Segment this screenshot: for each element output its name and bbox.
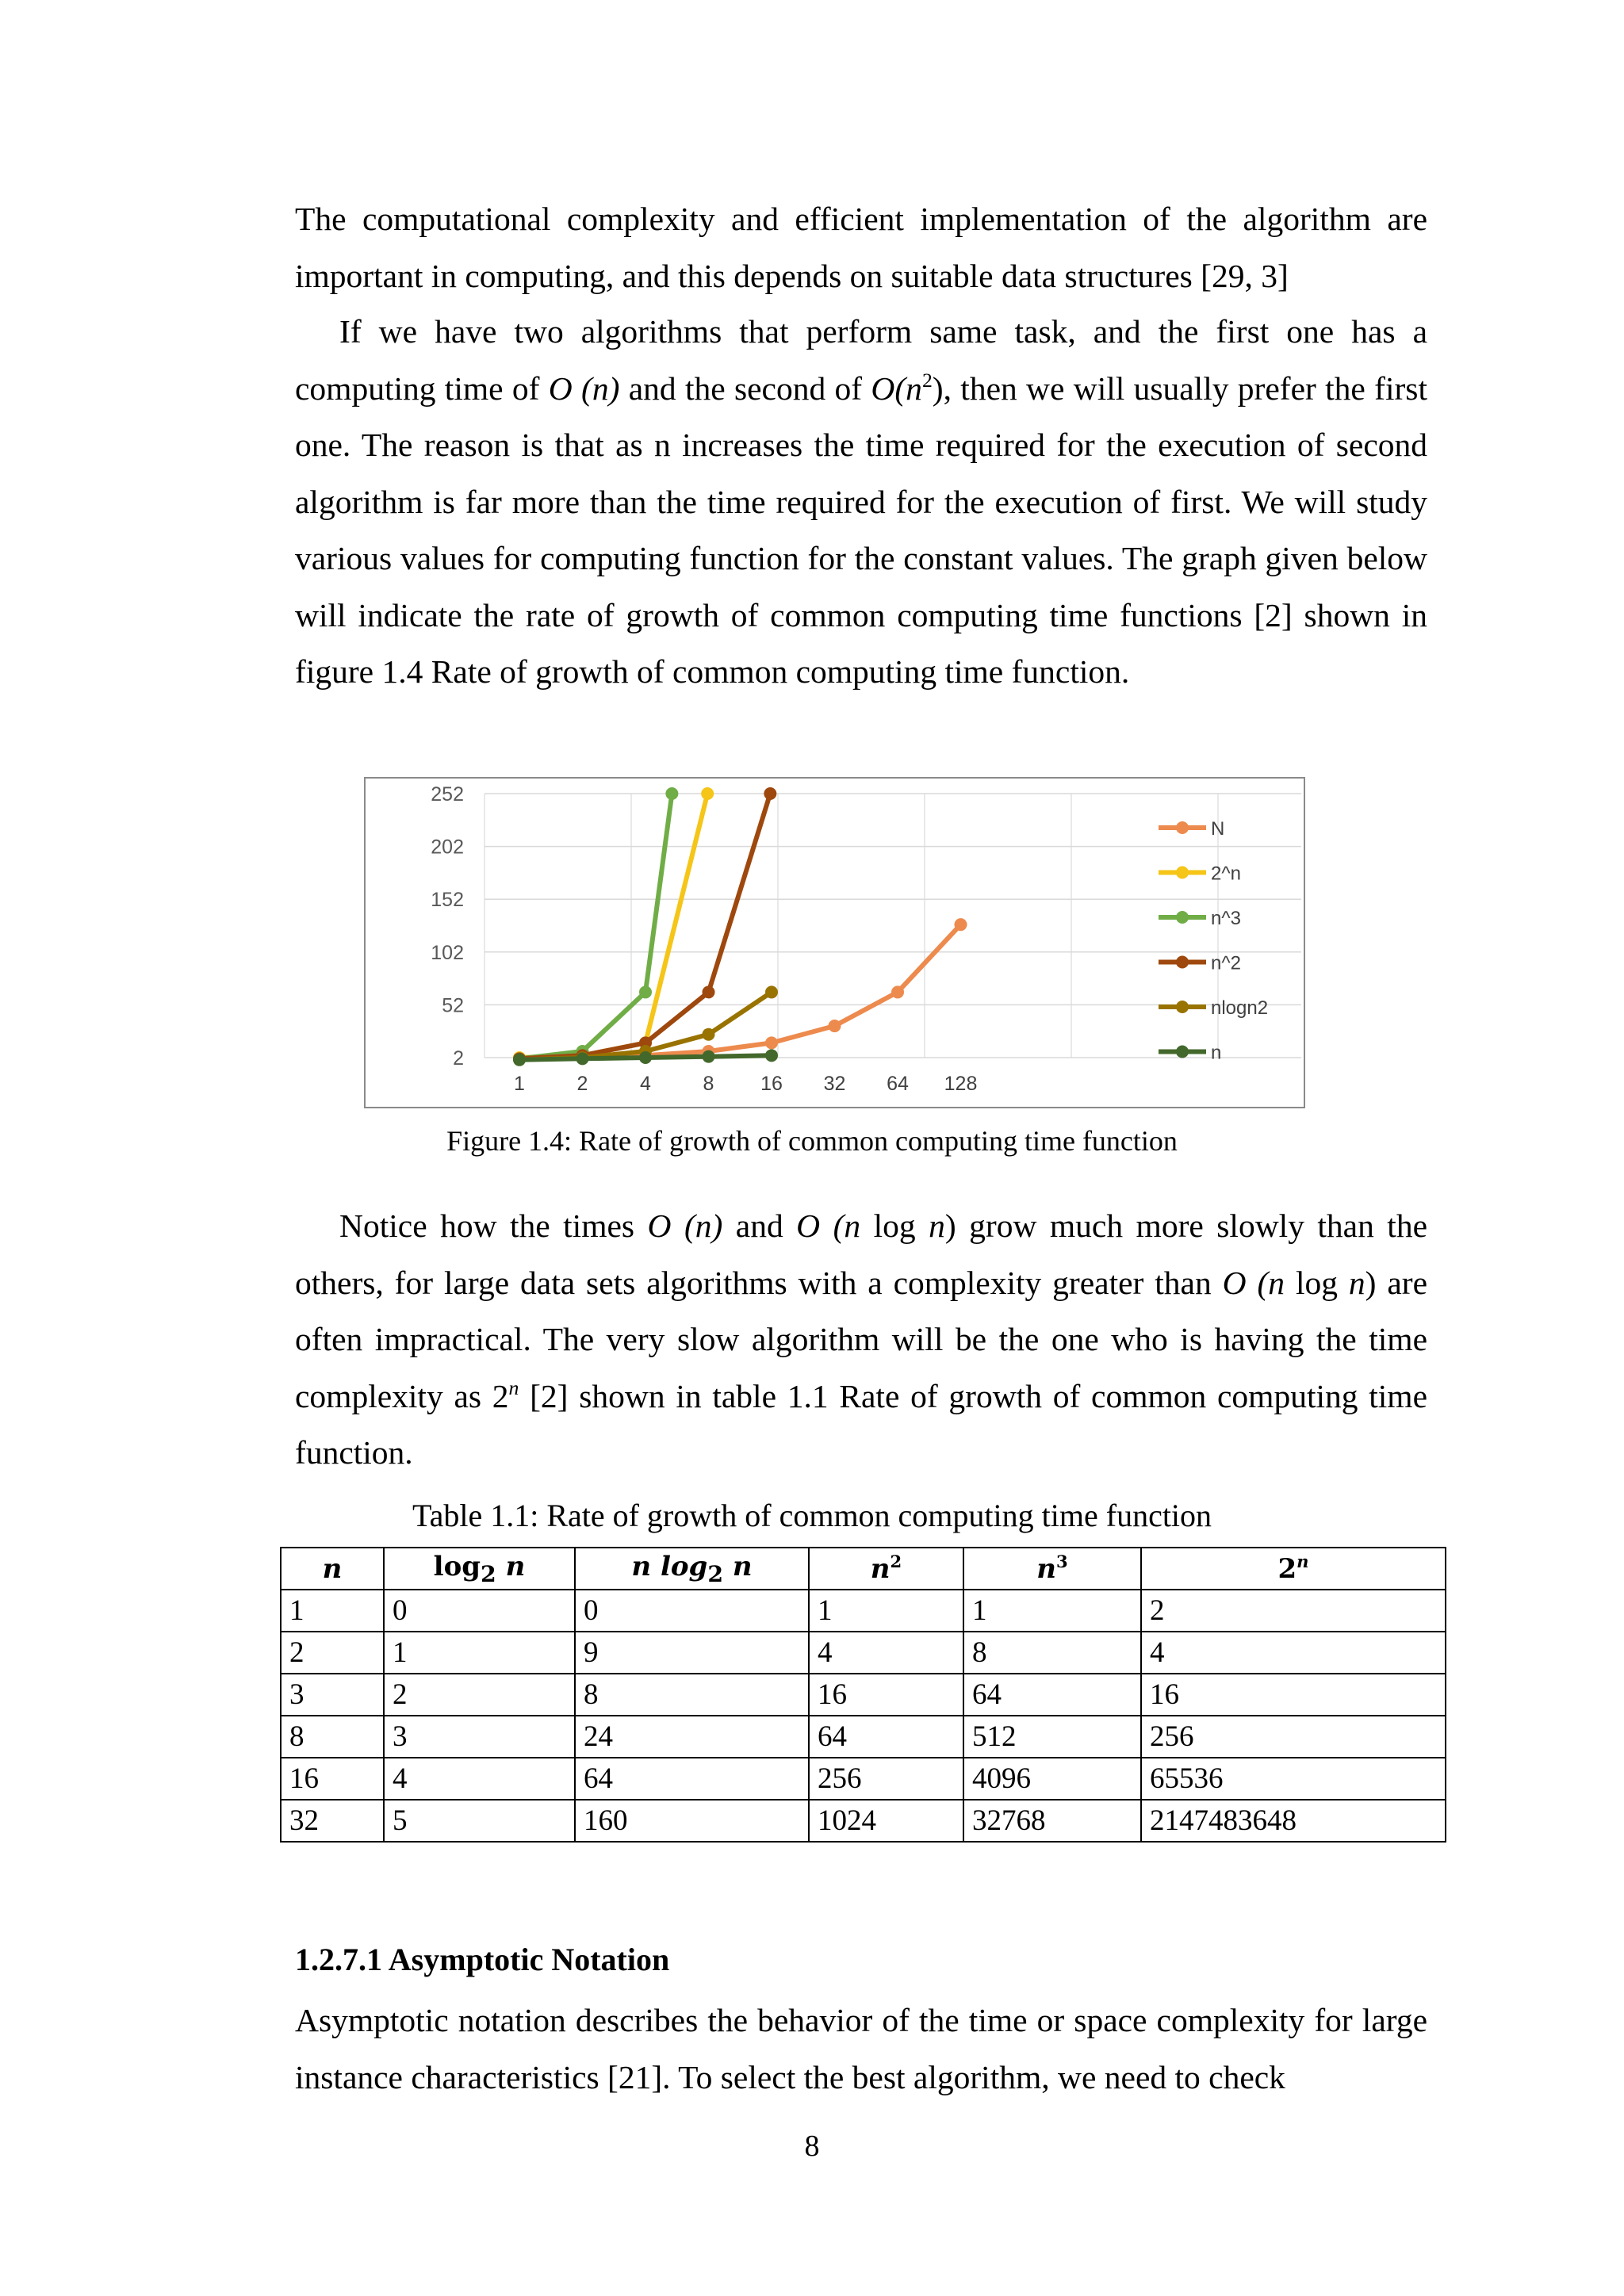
table-cell: 4	[384, 1758, 575, 1800]
data-point-n	[639, 1051, 652, 1064]
table-cell: 32768	[963, 1800, 1141, 1842]
data-point-n-2	[703, 985, 715, 998]
data-point-n	[513, 1054, 526, 1066]
paragraph-notice	[295, 1198, 1427, 1482]
table-cell: 3	[281, 1674, 384, 1716]
legend-label-n: n	[1211, 1042, 1222, 1064]
x-tick-label: 32	[823, 1073, 846, 1095]
data-point-2-n	[701, 787, 714, 800]
para3-o2: O	[796, 1207, 821, 1244]
para3-o1: O	[647, 1207, 672, 1244]
table-cell: 160	[575, 1800, 809, 1842]
y-tick-label: 2	[453, 1047, 464, 1070]
table-cell: 1	[281, 1590, 384, 1632]
x-tick-label: 2	[576, 1073, 588, 1095]
growth-chart	[364, 777, 1305, 1108]
data-point-n-3	[665, 787, 678, 800]
data-point-n-3	[639, 985, 652, 998]
table-cell: 1024	[809, 1800, 963, 1842]
legend-marker-n-2	[1176, 956, 1189, 969]
legend-label-nlogn2: nlogn2	[1211, 997, 1269, 1019]
table-cell: 8	[575, 1674, 809, 1716]
para3-text-2: and	[722, 1207, 797, 1244]
table-cell: 65536	[1141, 1758, 1446, 1800]
legend-label-n-3: n^3	[1211, 908, 1241, 929]
para3-log3: log	[1285, 1264, 1349, 1301]
table-cell: 0	[384, 1590, 575, 1632]
data-point-n	[703, 1050, 715, 1063]
data-point-n	[955, 918, 967, 931]
table-cell: 2	[384, 1674, 575, 1716]
para3-close2: )	[944, 1207, 956, 1244]
para2-close2: )	[932, 369, 944, 407]
y-tick-label: 152	[431, 889, 464, 912]
table-cell: 0	[575, 1590, 809, 1632]
para2-o2: O	[871, 369, 895, 407]
y-tick-label: 252	[431, 783, 464, 806]
para2-sup2: 2	[921, 368, 933, 392]
x-tick-label: 8	[703, 1073, 714, 1095]
para2-text-2: and the second of	[619, 369, 871, 407]
y-tick-label: 202	[431, 836, 464, 859]
table-cell: 1	[809, 1590, 963, 1632]
table-cell: 8	[963, 1632, 1141, 1674]
table-cell: 5	[384, 1800, 575, 1842]
legend-label-n-2: n^2	[1211, 952, 1241, 974]
para3-n3b: n	[1348, 1264, 1365, 1301]
para3-n1: (n)	[684, 1207, 723, 1244]
table-row	[281, 1674, 1446, 1716]
table-cell: 64	[963, 1674, 1141, 1716]
table-cell: 4	[1141, 1632, 1446, 1674]
para3-n2: (n	[833, 1207, 861, 1244]
table-cell: 9	[575, 1632, 809, 1674]
x-tick-label: 4	[640, 1073, 651, 1095]
table-cell: 24	[575, 1716, 809, 1758]
table-cell: 3	[384, 1716, 575, 1758]
para3-close3: )	[1365, 1264, 1377, 1301]
data-point-n	[576, 1052, 589, 1065]
x-tick-label: 128	[944, 1073, 978, 1095]
table-cell: 1	[384, 1632, 575, 1674]
data-point-nlogn2	[703, 1028, 715, 1041]
table-cell: 4	[809, 1632, 963, 1674]
x-tick-label: 64	[887, 1073, 909, 1095]
para3-text-3: grow much more slowly than the others, for large data sets algorithms with a complexity greater than	[295, 1207, 1428, 1301]
para3-text-4: are often impractical. The very slow algorithm will be the one who is having the time complexity as 2	[295, 1264, 1427, 1414]
table-row	[281, 1632, 1446, 1674]
table-cell: 32	[281, 1800, 384, 1842]
table-caption: Table 1.1: Rate of growth of common computing time function	[412, 1498, 1212, 1533]
legend-marker-n-3	[1176, 911, 1189, 924]
x-tick-label: 16	[760, 1073, 783, 1095]
paragraph-asymptotic-text: Asymptotic notation describes the behavior of the time or space complexity for large instance characteristics [21]. To select the best algorithm, we need to check	[295, 2002, 1427, 2095]
section-heading: 1.2.7.1 Asymptotic Notation	[295, 1942, 670, 1977]
legend-marker-nlogn2	[1176, 1001, 1189, 1013]
table-cell: 2	[1141, 1590, 1446, 1632]
y-tick-label: 102	[431, 941, 464, 964]
table-row	[281, 1800, 1446, 1842]
legend-label-n: N	[1211, 818, 1225, 840]
data-point-n	[765, 1036, 778, 1049]
table-row	[281, 1758, 1446, 1800]
table-header-row	[281, 1548, 1446, 1590]
table-cell: 16	[281, 1758, 384, 1800]
table-cell: 2147483648	[1141, 1800, 1446, 1842]
legend-marker-2-n	[1176, 867, 1189, 879]
growth-chart-svg	[366, 779, 1304, 1107]
table-cell: 512	[963, 1716, 1141, 1758]
para2-n2: (n	[894, 369, 922, 407]
table-cell: 64	[809, 1716, 963, 1758]
table-row	[281, 1590, 1446, 1632]
data-point-nlogn2	[765, 985, 778, 998]
header-n-squared: $n^2$	[809, 1548, 963, 1590]
table-cell: 1	[963, 1590, 1141, 1632]
para3-o3: O	[1222, 1264, 1247, 1301]
legend-label-2-n: 2^n	[1211, 863, 1241, 885]
figure-caption: Figure 1.4: Rate of growth of common computing time function	[446, 1125, 1178, 1157]
table-cell: 16	[1141, 1674, 1446, 1716]
growth-table	[280, 1547, 1446, 1843]
data-point-n	[829, 1020, 841, 1032]
table-cell: 8	[281, 1716, 384, 1758]
table-cell: 4096	[963, 1758, 1141, 1800]
x-tick-label: 1	[514, 1073, 525, 1095]
header-log2n: $\log_2 n$	[384, 1548, 575, 1590]
para2-text-3: , then we will usually prefer the first one. The reason is that as n increases the time required for the execution of second algorithm is far more than the time required for the execution of first. We will study various values for computing function for the constant values. The graph given below will indicate the rate of growth of common computing time functions [2] shown in figure 1.4 Rate of growth of common computing time function.	[295, 369, 1427, 690]
data-point-n	[765, 1049, 778, 1062]
table-cell: 16	[809, 1674, 963, 1716]
paragraph-asymptotic	[295, 1992, 1427, 2106]
header-n-cubed: $n^3$	[963, 1548, 1141, 1590]
y-tick-label: 52	[442, 994, 464, 1017]
para3-text-5: [2] shown in table 1.1 Rate of growth of common computing time function.	[295, 1377, 1427, 1471]
para2-o1: O	[548, 369, 573, 407]
legend-marker-n	[1176, 821, 1189, 834]
data-point-n-2	[764, 787, 776, 800]
header-nlog2n: n $\log_2 n$	[575, 1548, 809, 1590]
para3-text-1: Notice how the times	[339, 1207, 648, 1244]
para3-n2b: n	[929, 1207, 945, 1244]
legend-marker-n	[1176, 1046, 1189, 1058]
para2-n1: (n)	[581, 369, 620, 407]
table-cell: 64	[575, 1758, 809, 1800]
page-number: 8	[804, 2130, 820, 2163]
table-cell: 256	[1141, 1716, 1446, 1758]
para3-sup4: n	[508, 1376, 519, 1399]
para3-n3: (n	[1257, 1264, 1285, 1301]
table-row	[281, 1716, 1446, 1758]
data-point-n	[891, 985, 904, 998]
header-two-pow-n: 2$^n$	[1141, 1548, 1446, 1590]
paragraph-intro-text: The computational complexity and efficient implementation of the algorithm are important in computing, and this depends on suitable data structures [29, 3]	[295, 201, 1427, 294]
table-cell: 2	[281, 1632, 384, 1674]
header-n: n	[281, 1548, 384, 1590]
paragraph-algorithms	[295, 304, 1427, 701]
para2-text-1: If we have two algorithms that perform same task, and the first one has a computing time of	[295, 313, 1427, 407]
table-cell: 256	[809, 1758, 963, 1800]
paragraph-intro	[295, 191, 1427, 304]
para3-log2: log	[860, 1207, 929, 1244]
